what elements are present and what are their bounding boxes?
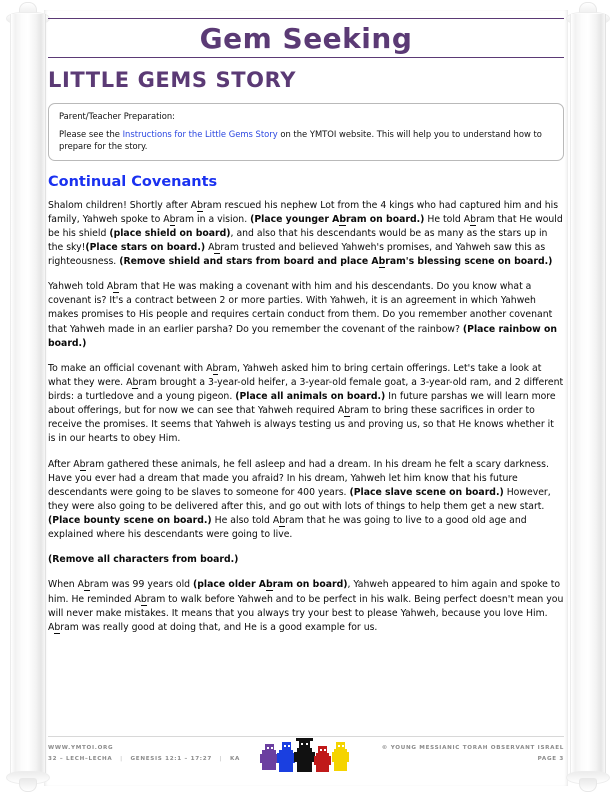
page-footer (48, 736, 564, 778)
scroll-rod-right (560, 0, 612, 792)
footer-separator-1: | (120, 755, 123, 762)
par-4: After Abram gathered these animals, he fell asleep and had a dream. In his dream he felt a scary darkness. Have you ever had a dream that made you afraid? In his dream, Yahweh let him know that his future descendants were going to be slaves to someone for 400 years. (Place slave scene on board.) However, they were also going to be delivered after this, and go out with lots of things to help them get a new start. (Place bounty scene on board.) He also told Abram that he was going to live to a good old age and explained where his descendants were going to live. (48, 458, 551, 541)
parent-teacher-preparation-box (48, 103, 564, 161)
ymtoi-mascot-logo (260, 738, 352, 776)
footer-meta-line (48, 754, 240, 765)
par-1: Shalom children! Shortly after Abram rescued his nephew Lot from the 4 kings who had captured him and his family, Yahweh spoke to Abram in a vision. (Place younger Abram on board.) He told Abram that He would be his shield (place shield on board), and also that his descendants would be as many as the stars up in the sky!(Place stars on board.) Abram trusted and believed Yahweh's promises, and Yahweh saw this as righteousness. (Remove shield and stars from board and place Abram's blessing scene on board.) (48, 199, 563, 268)
footer-divider (48, 736, 564, 737)
mascot-figures-icon (260, 738, 352, 776)
footer-copyright: © YOUNG MESSIANIC TORAH OBSERVANT ISRAEL (381, 745, 564, 751)
mascot-yellow (332, 742, 349, 771)
title-rule-bottom (48, 57, 564, 58)
par-5: (Remove all characters from board.) (48, 554, 239, 566)
footer-separator-2: | (219, 755, 223, 762)
prep-text-before: Please see the (59, 128, 123, 139)
scroll-knob-bottom-left (19, 778, 37, 792)
scroll-shaft-left (10, 14, 46, 780)
page-content (48, 18, 564, 792)
mascot-black (294, 738, 315, 772)
prep-label: Parent/Teacher Preparation: (59, 111, 175, 122)
par-6: When Abram was 99 years old (place older Abram on board), Yahweh appeared to him again and spoke to him. He reminded Abram to walk before Yahweh and to be perfect in his walk. Being perfect doesn't mean you will never make mistakes. It means that you always try your best to please Yahweh, because you love Him. Abram was really good at doing that, and He is a good example for us. (48, 579, 564, 633)
footer-page-number: PAGE 3 (537, 755, 564, 762)
page-title: Gem Seeking (199, 22, 413, 55)
instructions-link[interactable]: Instructions for the Little Gems Story (122, 128, 278, 139)
scroll-rod-left (0, 0, 52, 792)
mascot-red (314, 746, 331, 772)
scroll-knob-bottom-right (579, 778, 597, 792)
par-3: To make an official covenant with Abram, Yahweh asked him to bring certain offerings. Let's take a look at what they were. Abram brought a 3-year-old heifer, a 3-year-old female goat, a 3-year-old ram, and 2 different birds: a turtledove and a young pigeon. (Place all animals on board.) In future parshas we will learn more about offerings, but for now we can see that Yahweh required Abram to bring these sacrifices in order to receive the promises. It seems that Yahweh is always testing us and proving us, so that He knows whether it is in our hearts to obey Him. (48, 362, 564, 445)
footer-left-block (48, 743, 240, 764)
prep-text (59, 128, 553, 152)
footer-initials: KA (230, 755, 241, 762)
footer-parsha: 32 – LECH–LECHA (48, 755, 113, 762)
sub-heading: Continual Covenants (48, 174, 218, 191)
scroll-shaft-right (570, 14, 606, 780)
prep-text-after: on the YMTOI website. This will help you to understand how to prepare for the story. (59, 128, 542, 151)
par-2: Yahweh told Abram that He was making a covenant with him and his descendants. Do you know what a covenant is? It's a contract between 2 or more parties. With Yahweh, it is an agreement in which Yahweh makes promises to His people and requires certain conduct from them. Do you remember another covenant that Yahweh made in an earlier parsha? Do you remember the covenant of the rainbow? (Place rainbow on board.) (48, 281, 557, 349)
footer-right-block (382, 743, 564, 764)
footer-reference: GENESIS 12:1 – 17:27 (130, 755, 212, 762)
title-rule-top (48, 18, 564, 19)
section-title: LITTLE GEMS STORY (48, 68, 297, 93)
mascot-purple (260, 744, 278, 770)
story-body (48, 199, 564, 635)
mascot-blue (277, 742, 295, 772)
footer-website[interactable]: WWW.YMTOI.ORG (48, 745, 114, 751)
